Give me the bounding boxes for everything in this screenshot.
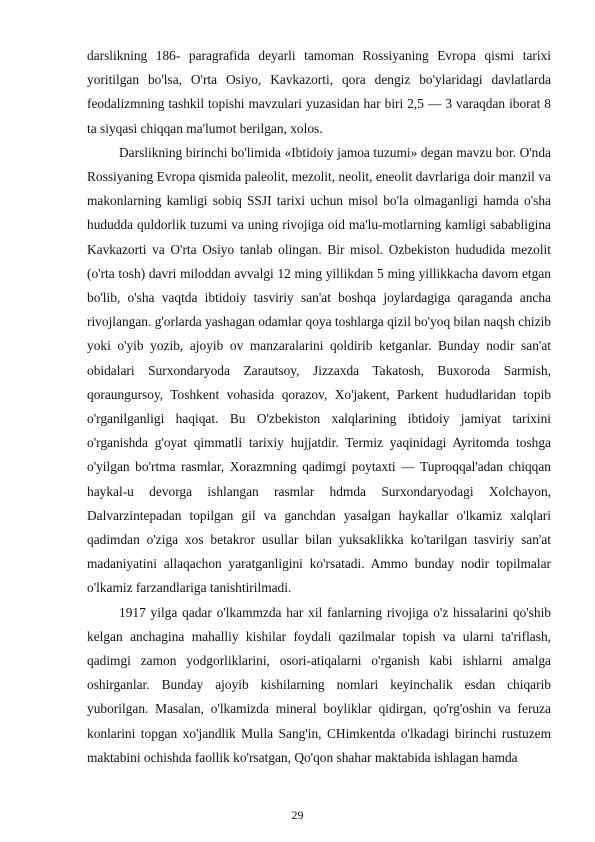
page-number: 29 [291,808,304,822]
paragraph-primitive-society: Darslikning birinchi bo'limida «Ibtidoiy jamoa tuzumi» degan mavzu bor. O'nda Rossiyaning Evropa qismida paleolit, mezolit, neolit, eneolit davrlariga doir manzil va makonlarning kamligi sobiq SSJI tarixi uchun misol bo'la olmaganligi hamda o'sha hududda quldorlik tuzumi va uning rivojiga oid ma'lu-motlarning kamligi sababligina Kavkazorti va O'rta Osiyo tanlab olingan. Bir misol. Ozbekiston hududida mezolit (o'rta tosh) davri miloddan avvalgi 12 ming yillikdan 5 ming yillikkacha davom etgan bo'lib, o'sha vaqtda ibtidoiy tasviriy san'at boshqa joylardagiga qaraganda ancha rivojlangan. g'orlarda yashagan odamlar qoya toshlarga qizil bo'yoq bilan naqsh chizib yoki o'yib yozib, ajoyib ov manzaralarini qoldirib ketganlar. Bunday nodir san'at obidalari Surxondaryoda Zarautsoy, Jizzaxda Takatosh, Buxoroda Sarmish, qoraungursoy, Toshkent vohasida qorazov, Xo'jakent, Parkent hududlaridan topib o'rganilganligi haqiqat. Bu O'zbekiston xalqlarining ibtidoiy jamiyat tarixini o'rganishda g'oyat qimmatli tarixiy hujjatdir. Termiz yaqinidagi Ayritomda toshga o'yilgan bo'rtma rasmlar, Xorazmning qadimgi poytaxti — Tuproqqal'adan chiqqan haykal-u devorga ishlangan rasmlar hdmda Surxondaryodagi Xolchayon, Dalvarzintepadan topilgan gil va ganchdan yasalgan haykallar o'lkamiz xalqlari qadimdan o'ziga xos betakror usullar bilan yuksaklikka ko'tarilgan tasviriy san'at madaniyatini allaqachon yaratganligini ko'rsatadi. Ammo bunday nodir topilmalar o'lkamiz farzandlariga tanishtirilmadi. [87,144,551,596]
paragraph-continuation: darslikning 186- paragrafida deyarli tamoman Rossiyaning Evropa qismi tarixi yoritilgan bo'lsa, O'rta Osiyo, Kavkazorti, qora dengiz bo'ylaridagi davlatlarda feodalizmning tashkil topishi mavzulari yuzasidan har biri 2,5 — 3 varaqdan iborat 8 ta siyqasi chiqqan ma'lumot berilgan, xolos. [87,48,551,136]
paragraph-local-scholars: 1917 yilga qadar o'lkammzda har xil fanlarning rivojiga o'z hissalarini qo'shib kelgan anchagina mahalliy kishilar foydali qazilmalar topish va ularni ta'riflash, qadimgi zamon yodgorliklarini, osori-atiqalarni o'rganish kabi ishlarni amalga oshirganlar. Bunday ajoyib kishilarning nomlari keyinchalik esdan chiqarib yuborilgan. Masalan, o'lkamizda mineral boyliklar qidirgan, qo'rg'oshin va feruza konlarini topgan xo'jandlik Mulla Sang'in, CHimkentda o'lkadagi birinchi rustuzem maktabini ochishda faollik ko'rsatgan, Qo'qon shahar maktabida ishlagan hamda [87,604,551,765]
body-text [87,44,551,770]
